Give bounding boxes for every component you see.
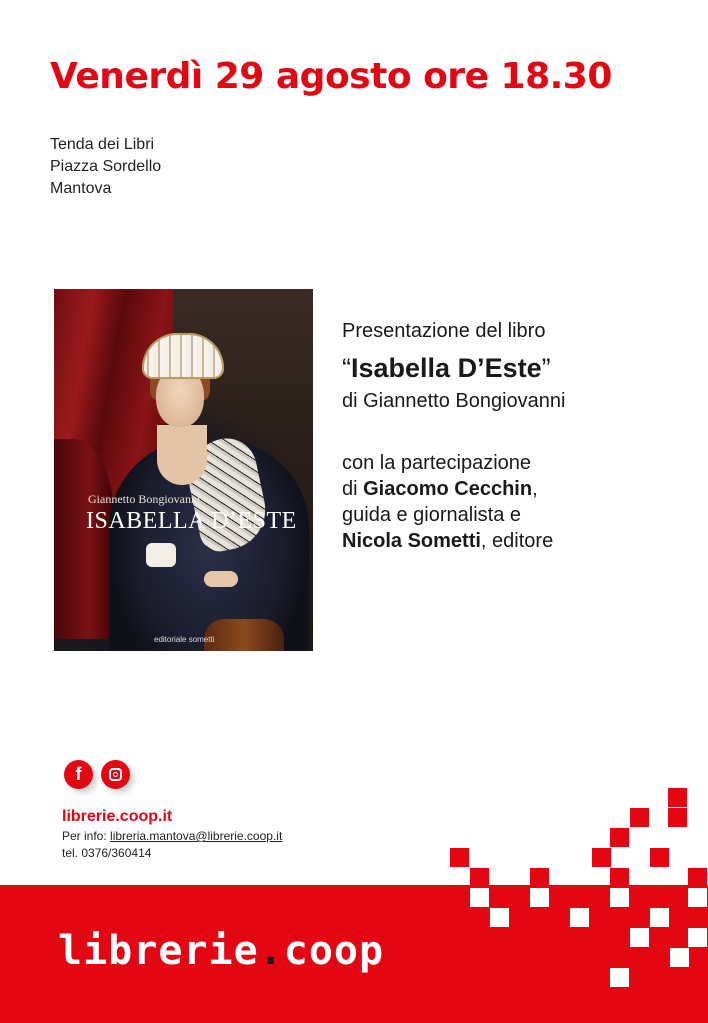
pixel-square [650,848,669,867]
pixel-square [470,888,489,907]
pixel-square [650,908,669,927]
cover-cuff [146,543,176,567]
info-line [62,829,282,843]
book-title [342,348,566,388]
pixel-square [688,868,707,887]
guest-2 [342,528,566,554]
pixel-square [530,888,549,907]
pixel-square [610,968,629,987]
pixel-square [668,788,687,807]
guest-1-name: Giacomo Cecchin [363,478,533,500]
cover-publisher-logo: editoriale sometti [154,635,215,644]
venue-line: Mantova [50,180,112,197]
pixel-square [592,848,611,867]
instagram-glyph [109,768,122,781]
guest-1-role: guida e giornalista e [342,504,522,526]
guest-1-suffix: , [532,478,538,500]
cover-author: Giannetto Bongiovanni [88,492,201,506]
brand-logo [58,928,384,974]
event-date-headline: Venerdì 29 agosto ore 18.30 [50,56,612,97]
quote-open: “ [342,353,351,383]
cover-title: ISABELLA D’ESTE [86,508,297,534]
pixel-square [470,868,489,887]
venue-address [50,134,161,200]
guest-2-name: Nicola Sometti [342,530,481,552]
pixel-square [670,948,689,967]
info-label: Per info: [62,829,111,843]
pixel-square [610,888,629,907]
pixel-square [610,868,629,887]
presentation-intro: Presentazione del libro [342,320,546,342]
pixel-square [530,868,549,887]
brand-part: coop [283,928,385,974]
pixel-square [630,928,649,947]
presentation-details [342,318,566,554]
phone-number: tel. 0376/360414 [62,846,152,860]
cover-hand [204,571,238,587]
pixel-square [610,828,629,847]
cover-headdress [142,333,224,379]
pixel-square [630,808,649,827]
pixel-square [688,888,707,907]
brand-part: librerie [58,928,259,974]
pixel-square [688,928,707,947]
quote-close: ” [541,353,551,383]
book-title-text: Isabella D’Este [351,353,542,383]
instagram-icon[interactable] [101,760,130,789]
participation-label: con la partecipazione [342,452,532,474]
pixel-square [490,908,509,927]
pixel-square [450,848,469,867]
venue-line: Piazza Sordello [50,158,162,175]
pixel-square [668,808,687,827]
book-author: di Giannetto Bongiovanni [342,390,566,412]
cover-curtain [54,439,114,639]
guest-2-role: , editore [480,530,554,552]
book-cover-image [54,289,313,651]
email-link[interactable]: libreria.mantova@librerie.coop.it [110,829,283,843]
venue-line: Tenda dei Libri [50,136,155,153]
social-links [64,760,130,789]
guest-1 [342,476,566,502]
facebook-icon[interactable] [64,760,93,789]
cover-chair [204,619,284,651]
brand-dot: . [258,928,284,974]
website-link[interactable]: librerie.coop.it [62,808,173,825]
cover-portrait-neck [157,425,207,485]
facebook-glyph: f [75,764,82,784]
pixel-square [570,908,589,927]
guest-1-prefix: di [342,478,364,500]
